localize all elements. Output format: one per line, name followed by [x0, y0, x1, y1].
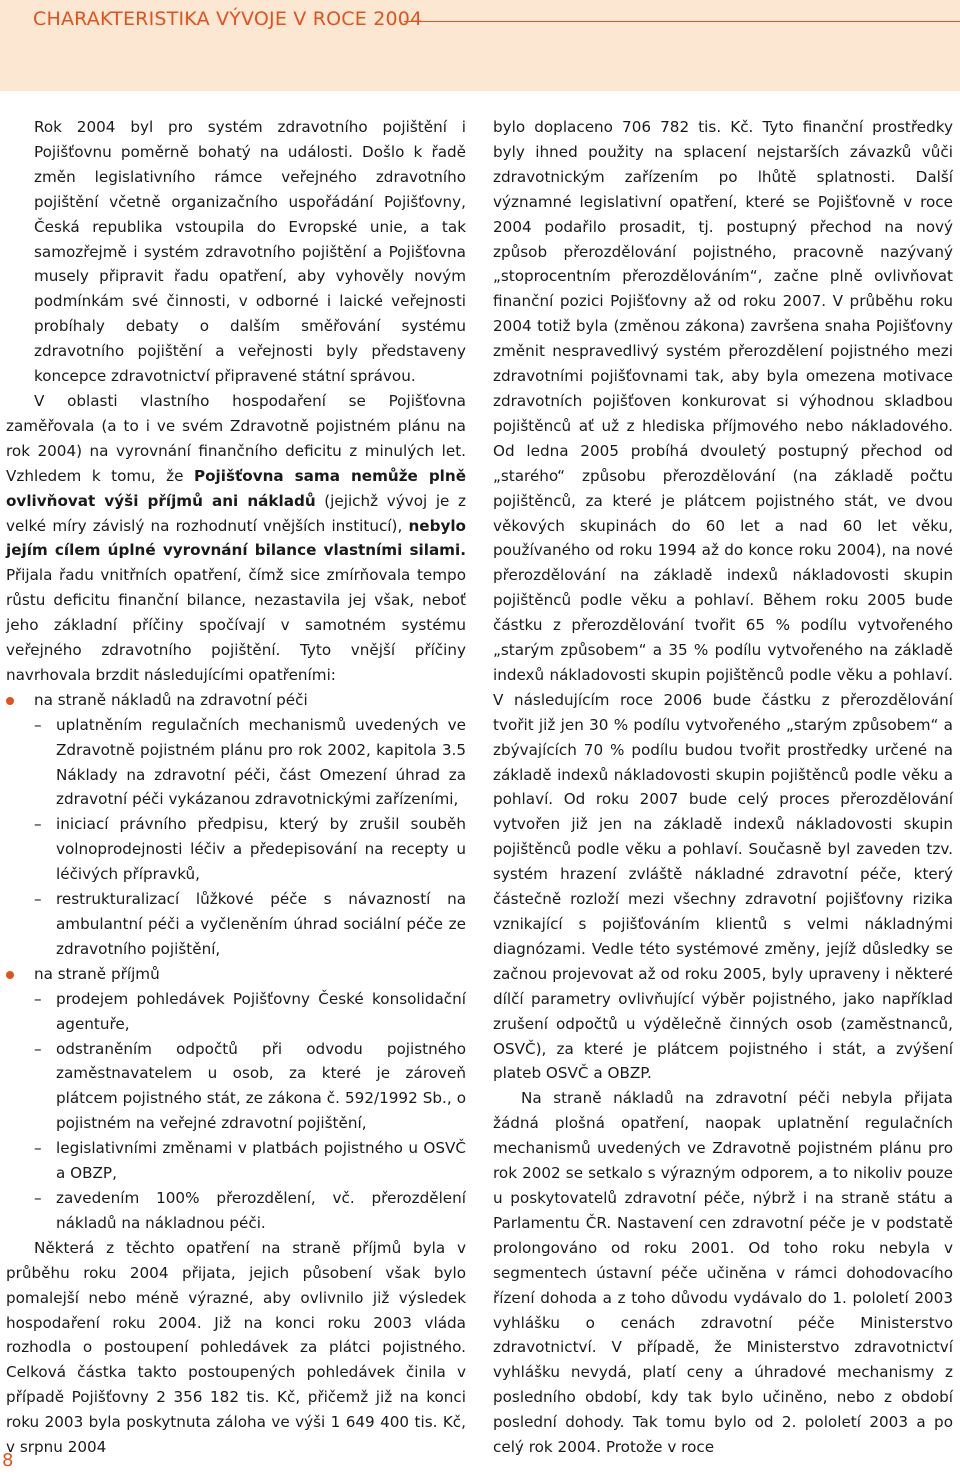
list-item	[34, 887, 466, 962]
list-item-text: iniciací právního předpisu, který by zrušil souběh volnoprodejnosti léčiv a předepisování na recepty u léčivých přípravků,	[56, 815, 466, 884]
paragraph-economy	[6, 389, 466, 688]
measures-list	[6, 688, 466, 1236]
sub-list	[34, 987, 466, 1236]
dash-icon: –	[34, 989, 42, 1008]
list-item	[34, 713, 466, 813]
list-item	[34, 1037, 466, 1137]
list-item-text: odstraněním odpočtů při odvodu pojistného zaměstnavatelem u osob, za které je zároveň plátcem pojistného stát, ze zákona č. 592/1992 Sb., o pojistném na veřejné zdravotní pojištění,	[56, 1039, 466, 1133]
text-run: Přijala řadu vnitřních opatření, čímž sice zmírňovala tempo růstu deficitu finanční bilance, nezastavila jej však, neboť jeho základní příčiny spočívají v samotném systému veřejného zdravotního pojištění. Tyto vnější příčiny navrhovala brzdit následujícími opatřeními:	[6, 566, 466, 684]
bold-run: nebylo jejím cílem úplné vyrovnání bilance vlastními silami.	[6, 516, 466, 560]
list-group-label: na straně nákladů na zdravotní péči	[34, 690, 308, 709]
bold-run: Pojišťovna sama nemůže plně ovlivňovat výši příjmů ani nákladů	[6, 466, 467, 510]
bullet-dot-icon	[6, 971, 14, 979]
list-item-text: uplatněním regulačních mechanismů uvedených ve Zdravotně pojistném plánu pro rok 2002, kapitola 3.5 Náklady na zdravotní péči, část Omezení úhrad za zdravotní péči vykázanou zdravotnickými zařízeními,	[56, 715, 466, 809]
right-column	[493, 115, 953, 1460]
text-run: V oblasti vlastního hospodaření se Pojišťovna zaměřovala (a to i ve svém Zdravotně pojistném plánu na rok 2004) na vyrovnání finančního deficitu z minulých let. Vzhledem k tomu, že	[6, 391, 466, 485]
sub-list	[34, 713, 466, 962]
bullet-dot-icon	[6, 697, 14, 705]
list-item-text: zavedením 100% přerozdělení, vč. přerozdělení nákladů na nákladnou péči.	[56, 1188, 466, 1232]
measures-group-income	[6, 962, 466, 1236]
list-item	[34, 1136, 466, 1186]
list-item-text: prodejem pohledávek Pojišťovny České konsolidační agentuře,	[56, 989, 466, 1033]
list-item	[34, 987, 466, 1037]
dash-icon: –	[34, 815, 42, 834]
paragraph-intro: Rok 2004 byl pro systém zdravotního pojištění i Pojišťovnu poměrně bohatý na události. Došlo k řadě změn legislativního rámce veřejného zdravotního pojištění včetně organizačního uspořádání Pojišťovny, Česká republika vstoupila do Evropské unie, a tak samozřejmě i systém zdravotního pojištění a Pojišťovna musely připravit řadu opatření, aby vyhověly novým podmínkám své činnosti, v odborné i laické veřejnosti probíhaly debaty o dalším směřování systému zdravotního pojištění a veřejnosti byly představeny koncepce zdravotnictví připravené státní správou.	[34, 118, 466, 386]
page-number: 8	[2, 1450, 14, 1471]
text-run: (jejichž vývoj je z velké míry závislý na rozhodnutí vnějších institucí),	[6, 491, 466, 535]
measures-group-costs	[6, 688, 466, 962]
dash-icon: –	[34, 1039, 42, 1058]
dash-icon: –	[34, 1139, 42, 1158]
list-group-label: na straně příjmů	[34, 964, 160, 983]
paragraph-redistribution: bylo doplaceno 706 782 tis. Kč. Tyto finanční prostředky byly ihned použity na splacení nejstarších závazků vůči zdravotnickým zařízením po lhůtě splatnosti. Další významné legislativní opatření, které se Pojišťovně v roce 2004 podařilo prosadit, tj. postupný přechod na nový způsob přerozdělování pojistného, pracovně nazývaný „stoprocentním přerozdělováním“, začne plně ovlivňovat finanční pozici Pojišťovny až od roku 2007. V průběhu roku 2004 totiž byla (změnou zákona) završena snaha Pojišťovny změnit nespravedlivý systém přerozdělení pojistného mezi zdravotními pojišťovnami tak, aby byla omezena motivace zdravotních pojišťoven konkurovat si výhodnou skladbou pojištěnců ať už z hlediska příjmového nebo nákladového. Od ledna 2005 probíhá dvouletý postupný přechod od „starého“ způsobu přerozdělování (na základě počtu pojištěnců, za které je plátcem pojistného stát, ve dvou věkových skupinách do 60 let a nad 60 let věku, používaného od roku 1994 až do konce roku 2004), na nové přerozdělování na základě indexů nákladovosti skupin pojištěnců podle věku a pohlaví. Během roku 2005 bude částku z přerozdělování tvořit 65 % podílu vytvořeného „starým způsobem“ a 35 % podílu vytvořeného na základě indexů nákladovosti skupin pojištěnců podle věku a pohlaví. V následujícím roce 2006 bude částku z přerozdělování tvořit již jen 30 % podílu vytvořeného „starým způsobem“ a zbývajících 70 % podílu budou tvořit prostředky určené na základě indexů nákladovosti skupin pojištěnců podle věku a pohlaví. Od roku 2007 bude celý proces přerozdělování vytvořen již jen na základě indexů nákladovosti skupin pojištěnců podle věku a pohlaví. Současně byl zaveden tzv. systém hrazení zvláště nákladné zdravotní péče, který částečně rozloží mezi všechny zdravotní pojišťovny rizika vznikající s pojišťováním klientů s velmi nákladnými diagnózami. Vedle této systémové změny, jejíž důsledky se začnou projevovat až od roku 2005, byly upraveny i některé dílčí parametry ovlivňující výběr pojistného, jako například zrušení odpočtů u výdělečně činných osob (zaměstnanců, OSVČ), za které je plátcem pojistného i stát, a zvýšení plateb OSVČ a OBZP.	[493, 118, 953, 1083]
dash-icon: –	[34, 715, 42, 734]
list-item-text: legislativními změnami v platbách pojistného u OSVČ a OBZP,	[56, 1139, 466, 1183]
list-item-text: restrukturalizací lůžkové péče s návazností na ambulantní péči a vyčleněním úhrad sociální péče ze zdravotního pojištění,	[56, 890, 466, 958]
left-column	[6, 115, 466, 1460]
header-rule	[404, 21, 960, 22]
dash-icon: –	[34, 890, 42, 909]
list-item	[34, 812, 466, 887]
paragraph-costs: Na straně nákladů na zdravotní péči nebyla přijata žádná plošná opatření, naopak uplatnění regulačních mechanismů uvedených ve Zdravotně pojistném plánu pro rok 2002 se setkalo s výrazným odporem, a to nikoliv pouze u poskytovatelů zdravotní péče, nýbrž i na straně státu a Parlamentu ČR. Nastavení cen zdravotní péče je v podstatě prolongováno od roku 2001. Od toho roku nebyla v segmentech ústavní péče učiněna v rámci dohodovacího řízení dohoda a z toho důvodu vydávalo do 1. pololetí 2003 vyhlášku o cenách zdravotní péče Ministerstvo zdravotnictví. V případě, že Ministerstvo zdravotnictví vyhlášku nevydá, platí ceny a úhradové mechanismy z posledního období, kdy tak bylo učiněno, nebo z období poslední dohody. Tak tomu bylo od 2. pololetí 2003 a po celý rok 2004. Protože v roce	[493, 1089, 953, 1457]
list-item	[34, 1186, 466, 1236]
section-title: CHARAKTERISTIKA VÝVOJE V ROCE 2004	[33, 8, 423, 30]
dash-icon: –	[34, 1188, 42, 1207]
paragraph-receivables: Některá z těchto opatření na straně příjmů byla v průběhu roku 2004 přijata, jejich působení však bylo pomalejší nebo méně výrazné, aby ovlivnilo již výsledek hospodaření roku 2004. Již na konci roku 2003 vláda rozhodla o postoupení pohledávek za plátci pojistného. Celková částka takto postoupených pohledávek činila v případě Pojišťovny 2 356 182 tis. Kč, přičemž již na konci roku 2003 byla poskytnuta záloha ve výši 1 649 400 tis. Kč, v srpnu 2004	[6, 1238, 466, 1457]
